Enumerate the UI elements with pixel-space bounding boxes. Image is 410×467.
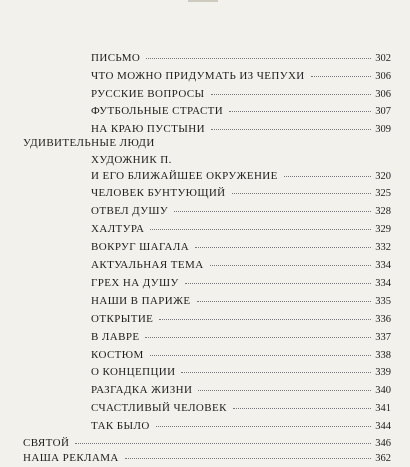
dot-leader bbox=[232, 193, 372, 194]
toc-entry-title: НАШИ В ПАРИЖЕ bbox=[91, 295, 191, 307]
toc-entry-title: НАША РЕКЛАМА bbox=[23, 452, 119, 464]
toc-entry bbox=[91, 88, 391, 101]
toc-entry-page: 309 bbox=[375, 124, 391, 135]
toc-entry-page: 334 bbox=[375, 260, 391, 271]
toc-entry-page: 339 bbox=[375, 367, 391, 378]
toc-entry-page: 307 bbox=[375, 106, 391, 117]
toc-entry bbox=[91, 223, 391, 236]
dot-leader bbox=[284, 176, 371, 177]
toc-entry-title: ВОКРУГ ШАГАЛА bbox=[91, 241, 190, 253]
toc-entry-title: РАЗГАДКА ЖИЗНИ bbox=[91, 384, 193, 396]
toc-entry-top bbox=[23, 452, 391, 465]
toc-entry bbox=[91, 70, 391, 83]
dot-leader bbox=[311, 76, 372, 77]
dot-leader bbox=[210, 265, 372, 266]
toc-entry-page: 336 bbox=[375, 314, 391, 325]
dot-leader bbox=[150, 229, 371, 230]
dot-leader bbox=[195, 247, 371, 248]
toc-entry bbox=[91, 123, 391, 136]
toc-entry-title: КОСТЮМ bbox=[91, 349, 144, 361]
toc-entry-title: В ЛАВРЕ bbox=[91, 331, 140, 343]
toc-entry-title: АКТУАЛЬНАЯ ТЕМА bbox=[91, 259, 204, 271]
toc-entry-page: 334 bbox=[375, 278, 391, 289]
dot-leader bbox=[229, 111, 371, 112]
toc-entry-page: 320 bbox=[375, 171, 391, 182]
toc-entry-page: 335 bbox=[375, 296, 391, 307]
toc-entry bbox=[91, 384, 391, 397]
dot-leader bbox=[197, 301, 372, 302]
toc-entry-page: 302 bbox=[375, 53, 391, 64]
toc-entry bbox=[91, 187, 391, 200]
page-edge-mark bbox=[188, 0, 218, 2]
dot-leader bbox=[181, 372, 371, 373]
toc-entry bbox=[91, 295, 391, 308]
section-heading: УДИВИТЕЛЬНЫЕ ЛЮДИ bbox=[23, 137, 155, 149]
toc-entry-page: 325 bbox=[375, 188, 391, 199]
dot-leader bbox=[233, 408, 371, 409]
toc-entry-title: СЧАСТЛИВЫЙ ЧЕЛОВЕК bbox=[91, 402, 227, 414]
toc-entry-title: ГРЕХ НА ДУШУ bbox=[91, 277, 179, 289]
toc-entry bbox=[91, 313, 391, 326]
dot-leader bbox=[145, 337, 371, 338]
toc-entry-title: ТАК БЫЛО bbox=[91, 420, 150, 432]
dot-leader bbox=[198, 390, 371, 391]
dot-leader bbox=[185, 283, 372, 284]
dot-leader bbox=[159, 319, 371, 320]
dot-leader bbox=[150, 355, 372, 356]
toc-entry-title: РУССКИЕ ВОПРОСЫ bbox=[91, 88, 205, 100]
toc-entry-page: 306 bbox=[375, 89, 391, 100]
toc-entry-page: 340 bbox=[375, 385, 391, 396]
toc-entry bbox=[91, 170, 391, 183]
toc-entry-page: 332 bbox=[375, 242, 391, 253]
toc-entry-title: ЧЕЛОВЕК БУНТУЮЩИЙ bbox=[91, 187, 226, 199]
toc-entry-page: 337 bbox=[375, 332, 391, 343]
toc-entry-page: 362 bbox=[375, 453, 391, 464]
toc-entry-page: 328 bbox=[375, 206, 391, 217]
toc-entry-page: 344 bbox=[375, 421, 391, 432]
dot-leader bbox=[125, 458, 371, 459]
toc-entry bbox=[91, 349, 391, 362]
toc-entry-title: ОТВЕЛ ДУШУ bbox=[91, 205, 169, 217]
toc-entry-page: 338 bbox=[375, 350, 391, 361]
toc-entry bbox=[91, 52, 391, 65]
toc-entry bbox=[91, 205, 391, 218]
dot-leader bbox=[75, 443, 371, 444]
toc-entry-title-line1: ХУДОЖНИК П. bbox=[91, 154, 172, 166]
toc-entry bbox=[91, 402, 391, 415]
toc-entry-title: СВЯТОЙ bbox=[23, 437, 70, 449]
toc-entry-page: 329 bbox=[375, 224, 391, 235]
dot-leader bbox=[174, 211, 371, 212]
toc-entry-title: НА КРАЮ ПУСТЫНИ bbox=[91, 123, 205, 135]
dot-leader bbox=[156, 426, 372, 427]
toc-entry bbox=[91, 241, 391, 254]
toc-entry bbox=[91, 277, 391, 290]
toc-entry-title: И ЕГО БЛИЖАЙШЕЕ ОКРУЖЕНИЕ bbox=[91, 170, 278, 182]
toc-entry-title: О КОНЦЕПЦИИ bbox=[91, 366, 176, 378]
toc-entry-title: ПИСЬМО bbox=[91, 52, 141, 64]
dot-leader bbox=[146, 58, 371, 59]
toc-entry-page: 341 bbox=[375, 403, 391, 414]
toc-entry-page: 346 bbox=[375, 438, 391, 449]
toc-entry bbox=[91, 259, 391, 272]
toc-entry bbox=[91, 366, 391, 379]
toc-entry-title: ОТКРЫТИЕ bbox=[91, 313, 154, 325]
toc-entry-title: ФУТБОЛЬНЫЕ СТРАСТИ bbox=[91, 105, 224, 117]
toc-entry bbox=[91, 331, 391, 344]
dot-leader bbox=[211, 129, 371, 130]
dot-leader bbox=[211, 94, 372, 95]
toc-entry-title: ЧТО МОЖНО ПРИДУМАТЬ ИЗ ЧЕПУХИ bbox=[91, 70, 305, 82]
toc-entry-title: ХАЛТУРА bbox=[91, 223, 145, 235]
toc-entry bbox=[91, 105, 391, 118]
toc-entry-top bbox=[23, 437, 391, 450]
toc-entry-page: 306 bbox=[375, 71, 391, 82]
toc-entry bbox=[91, 420, 391, 433]
